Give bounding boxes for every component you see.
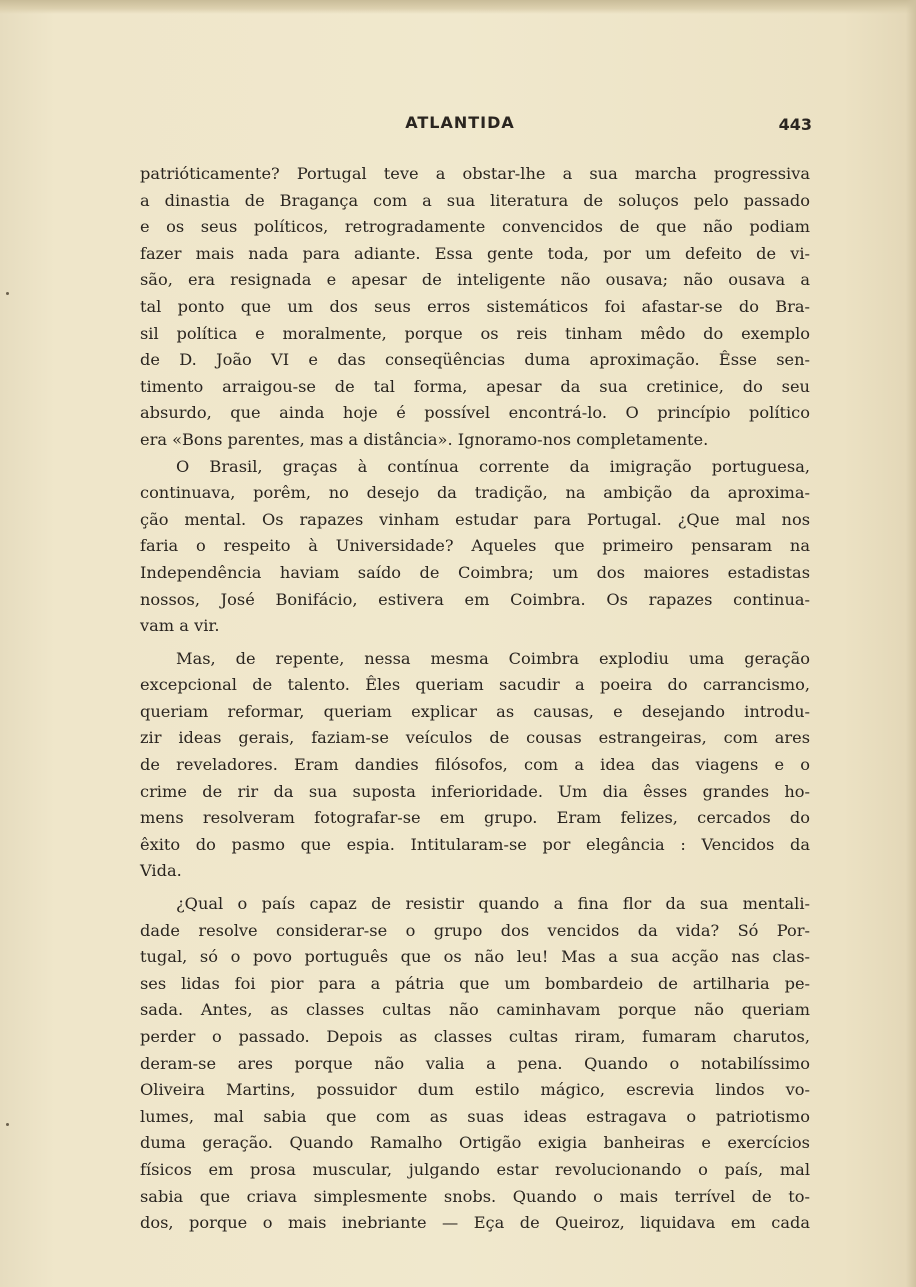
- text-line: zir ideas gerais, faziam-se veículos de cousas estrangeiras, com ares: [140, 728, 810, 748]
- text-line: O Brasil, graças à contínua corrente da imigração portuguesa,: [176, 456, 810, 476]
- text-line: tal ponto que um dos seus erros sistemáticos foi afastar-se do Bra-: [140, 296, 810, 316]
- text-line: sil política e moralmente, porque os reis tinham mêdo do exemplo: [140, 323, 810, 343]
- paragraph: [140, 891, 810, 1237]
- text-line: sabia que criava simplesmente snobs. Quando o mais terrível de to-: [140, 1186, 810, 1206]
- page-right-edge: [906, 0, 916, 1287]
- text-line: fazer mais nada para adiante. Essa gente toda, por um defeito de vi-: [140, 243, 810, 263]
- text-line: Oliveira Martins, possuidor dum estilo mágico, escrevia lindos vo-: [140, 1080, 810, 1100]
- text-line: absurdo, que ainda hoje é possível encontrá-lo. O princípio político: [140, 403, 810, 423]
- text-line: ¿Qual o país capaz de resistir quando a fina flor da sua mentali-: [176, 894, 810, 914]
- text-line: vam a vir.: [140, 616, 220, 636]
- text-line: crime de rir da sua suposta inferioridade. Um dia êsses grandes ho-: [140, 781, 810, 801]
- paragraph: [140, 161, 810, 454]
- text-line: dade resolve considerar-se o grupo dos vencidos da vida? Só Por-: [140, 920, 810, 940]
- text-line: tugal, só o povo português que os não leu! Mas a sua acção nas clas-: [140, 947, 810, 967]
- text-line: continuava, porêm, no desejo da tradição, na ambição da aproxima-: [140, 483, 810, 503]
- text-line: físicos em prosa muscular, julgando estar revolucionando o país, mal: [140, 1159, 810, 1179]
- text-line: sada. Antes, as classes cultas não caminhavam porque não queriam: [140, 1000, 810, 1020]
- page-number: 443: [778, 115, 812, 134]
- running-header-title: ATLANTIDA: [405, 113, 515, 132]
- text-line: lumes, mal sabia que com as suas ideas estragava o patriotismo: [140, 1106, 810, 1126]
- text-line: Independência haviam saído de Coimbra; um dos maiores estadistas: [140, 562, 810, 582]
- text-line: queriam reformar, queriam explicar as causas, e desejando introdu-: [140, 701, 810, 721]
- text-line: ses lidas foi pior para a pátria que um bombardeio de artilharia pe-: [140, 973, 810, 993]
- paragraph: [140, 646, 810, 885]
- text-line: era «Bons parentes, mas a distância». Ignoramo-nos completamente.: [140, 429, 709, 449]
- margin-mark: [6, 1123, 9, 1126]
- text-line: perder o passado. Depois as classes cultas riram, fumaram charutos,: [140, 1027, 810, 1046]
- text-line: nossos, José Bonifácio, estivera em Coimbra. Os rapazes continua-: [140, 589, 810, 609]
- text-line: e os seus políticos, retrogradamente convencidos de que não podiam: [140, 217, 810, 237]
- text-line: deram-se ares porque não valia a pena. Quando o notabilíssimo: [140, 1053, 810, 1073]
- text-line: Vida.: [140, 861, 182, 881]
- paragraph: [140, 454, 810, 640]
- text-line: duma geração. Quando Ramalho Ortigão exigia banheiras e exercícios: [140, 1133, 810, 1153]
- text-line: ção mental. Os rapazes vinham estudar para Portugal. ¿Que mal nos: [140, 509, 810, 529]
- text-line: de D. João VI e das conseqüências duma aproximação. Êsse sen-: [140, 350, 810, 370]
- text-line: a dinastia de Bragança com a sua literatura de soluços pelo passado: [140, 190, 810, 210]
- text-line: êxito do pasmo que espia. Intitularam-se por elegância : Vencidos da: [140, 834, 810, 854]
- text-line: Mas, de repente, nessa mesma Coimbra explodiu uma geração: [176, 648, 810, 668]
- text-line: são, era resignada e apesar de inteligente não ousava; não ousava a: [140, 270, 810, 290]
- text-line: de reveladores. Eram dandies filósofos, com a idea das viagens e o: [140, 755, 810, 775]
- page-top-edge: [0, 0, 916, 14]
- text-line: faria o respeito à Universidade? Aqueles que primeiro pensaram na: [140, 536, 810, 556]
- text-line: excepcional de talento. Êles queriam sacudir a poeira do carrancismo,: [140, 675, 810, 695]
- text-line: patrióticamente? Portugal teve a obstar-lhe a sua marcha progressiva: [140, 164, 810, 183]
- text-line: dos, porque o mais inebriante — Eça de Queiroz, liquidava em cada: [140, 1213, 810, 1233]
- margin-mark: [6, 292, 9, 295]
- text-line: timento arraigou-se de tal forma, apesar da sua cretinice, do seu: [140, 376, 810, 396]
- text-line: mens resolveram fotografar-se em grupo. Eram felizes, cercados do: [140, 808, 810, 828]
- body-text: [140, 161, 810, 1237]
